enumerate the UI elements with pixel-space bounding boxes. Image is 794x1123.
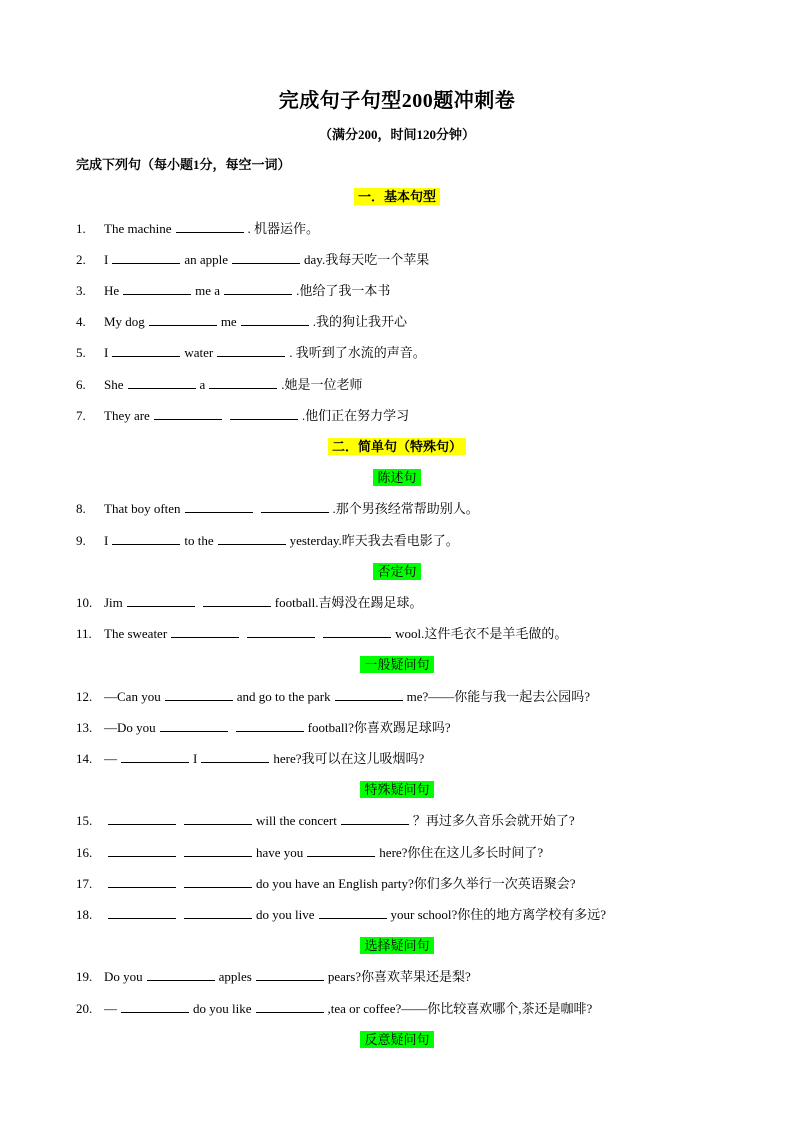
subsection-heading-negative: 否定句 [0,561,794,580]
answer-blank[interactable] [230,407,298,420]
question: 17. do you have an English party?你们多久举行一次英语聚会? [76,876,576,891]
question: 18. do you live your school?你住的地方离学校有多远? [76,907,607,922]
answer-blank[interactable] [232,251,300,264]
section-heading-simple: 二．简单句（特殊句） [0,436,794,455]
answer-blank[interactable] [184,875,252,888]
answer-blank[interactable] [108,812,176,825]
answer-blank[interactable] [217,344,285,357]
question: 15. will the concert ？再过多久音乐会就开始了? [76,813,575,828]
answer-blank[interactable] [256,968,324,981]
answer-blank[interactable] [108,844,176,857]
answer-blank[interactable] [184,844,252,857]
answer-blank[interactable] [218,532,286,545]
question: 5. I water . 我听到了水流的声音。 [76,345,426,360]
answer-blank[interactable] [112,251,180,264]
answer-blank[interactable] [112,532,180,545]
answer-blank[interactable] [160,719,228,732]
answer-blank[interactable] [108,875,176,888]
answer-blank[interactable] [209,376,277,389]
page-subtitle: （满分200，时间120分钟） [318,127,475,142]
question: 16. have you here?你住在这儿多长时间了? [76,845,544,860]
answer-blank[interactable] [185,500,253,513]
answer-blank[interactable] [121,750,189,763]
answer-blank[interactable] [323,625,391,638]
answer-blank[interactable] [127,594,195,607]
answer-blank[interactable] [123,282,191,295]
question: 11. The sweater wool.这件毛衣不是羊毛做的。 [76,626,568,641]
question: 6. She a .她是一位老师 [76,377,363,392]
answer-blank[interactable] [184,906,252,919]
answer-blank[interactable] [128,376,196,389]
answer-blank[interactable] [201,750,269,763]
answer-blank[interactable] [121,1000,189,1013]
question: 13. —Do you football?你喜欢踢足球吗? [76,720,451,735]
answer-blank[interactable] [108,906,176,919]
question: 4. My dog me .我的狗让我开心 [76,314,407,329]
subsection-heading-alternative: 选择疑问句 [0,935,794,954]
answer-blank[interactable] [176,220,244,233]
answer-blank[interactable] [261,500,329,513]
page-title: 完成句子句型200题冲刺卷 [278,90,516,112]
answer-blank[interactable] [307,844,375,857]
answer-blank[interactable] [112,344,180,357]
answer-blank[interactable] [147,968,215,981]
question: 3. He me a .他给了我一本书 [76,283,391,298]
answer-blank[interactable] [149,313,217,326]
subsection-heading-tag: 反意疑问句 [0,1029,794,1048]
question: 20. — do you like ,tea or coffee?——你比较喜欢哪个,茶还是咖啡? [76,1001,593,1016]
answer-blank[interactable] [171,625,239,638]
answer-blank[interactable] [236,719,304,732]
question: 14. — I here?我可以在这儿吸烟吗? [76,751,425,766]
question: 1. The machine . 机器运作。 [76,221,320,236]
answer-blank[interactable] [203,594,271,607]
answer-blank[interactable] [224,282,292,295]
subsection-heading-yes-no: 一般疑问句 [0,654,794,673]
answer-blank[interactable] [256,1000,324,1013]
instructions: 完成下列句（每小题1分，每空一词） [76,157,291,172]
answer-blank[interactable] [247,625,315,638]
question: 8. That boy often .那个男孩经常帮助别人。 [76,501,479,516]
question: 7. They are .他们正在努力学习 [76,408,410,423]
answer-blank[interactable] [184,812,252,825]
answer-blank[interactable] [165,688,233,701]
answer-blank[interactable] [341,812,409,825]
question: 9. I to the yesterday.昨天我去看电影了。 [76,533,459,548]
subsection-heading-wh: 特殊疑问句 [0,779,794,798]
answer-blank[interactable] [335,688,403,701]
question: 19. Do you apples pears?你喜欢苹果还是梨? [76,969,471,984]
question: 2. I an apple day.我每天吃一个苹果 [76,252,430,267]
question: 10. Jim football.吉姆没在踢足球。 [76,595,423,610]
answer-blank[interactable] [154,407,222,420]
question: 12. —Can you and go to the park me?——你能与我一起去公园吗? [76,689,591,704]
section-heading-basic: 一．基本句型 [0,186,794,205]
answer-blank[interactable] [319,906,387,919]
subsection-heading-declarative: 陈述句 [0,467,794,486]
answer-blank[interactable] [241,313,309,326]
